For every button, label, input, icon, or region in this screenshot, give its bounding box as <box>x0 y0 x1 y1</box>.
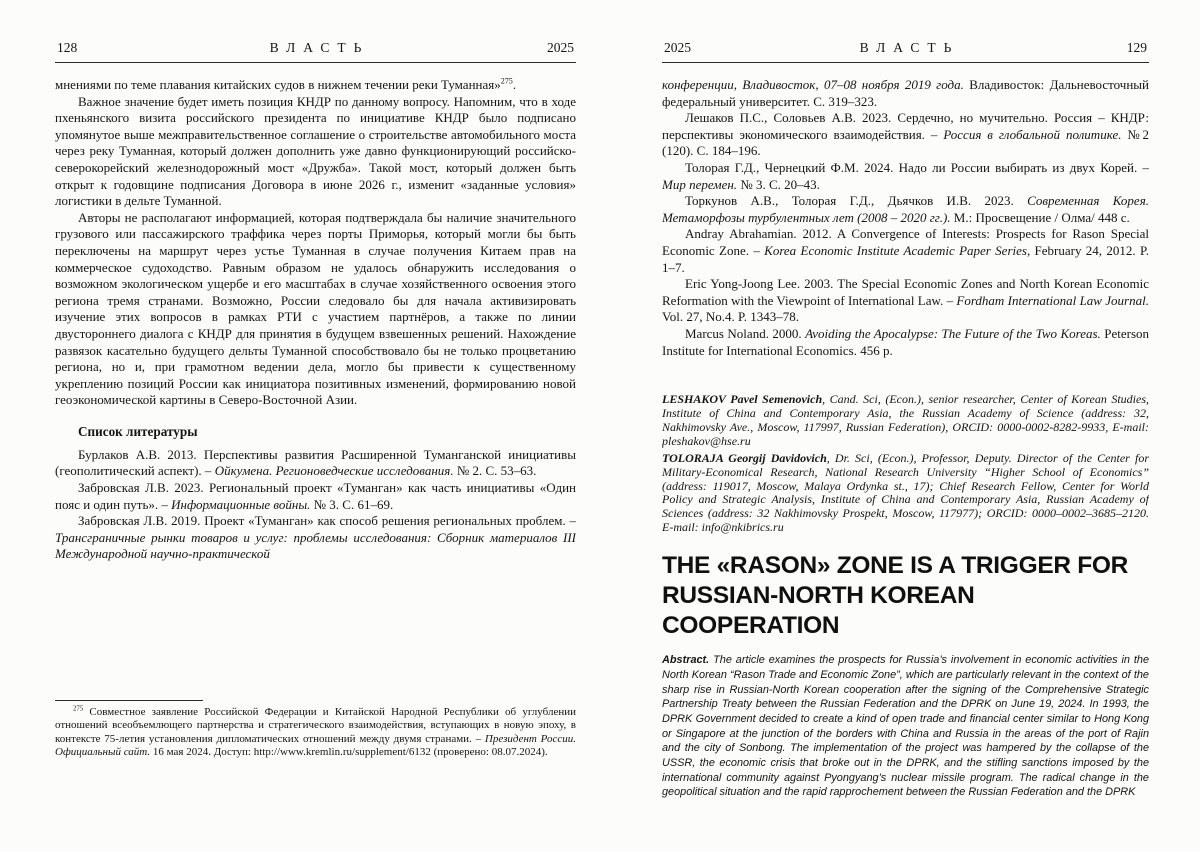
paragraph-continuation: мнениями по теме плавания китайских судов в нижнем течении реки Туманная»$^{275}$. <box>55 77 517 92</box>
footnote-text: $^{275}$ Совместное заявление Российской Федерации и Китайской Народной Республики об углублении отношений всеобъемлющего партнерства и стратегического взаимодействия, вступающих в новую эпоху, в контексте 75-летия установления дипломатических отношений между двумя странами. – Президент России. Официальный сайт. 16 мая 2024. Доступ: http://www.kremlin.ru/supplement/6132 (проверено: 08.07.2024). <box>55 705 576 758</box>
reference-item: Толорая Г.Д., Чернецкий Ф.М. 2024. Надо ли России выбирать из двух Корей. – Мир перемен. № 3. С. 20–43. <box>662 159 1149 192</box>
year-right: 2025 <box>664 40 691 55</box>
article-title: THE «RASON» ZONE IS A TRIGGER FOR RUSSIAN-NORTH KOREAN COOPERATION <box>662 552 1129 640</box>
article-abstract: Abstract. The article examines the prospects for Russia’s involvement in economic activities in the North Korean “Rason Trade and Economic Zone”, which are particularly relevant in the context of the sharp rise in Russian-North Korean cooperation after the signing of the Comprehensive Strategic Partnership Treaty between the Russian Federation and the DPRK on June 19, 2024. In 1993, the DPRK Government decided to create a kind of open trade and financial center similar to Hong Kong or Singapore at the junction of the borders with China and Russia in the areas of the port of Rajin and the city of Sonbong. The implementation of the project was hampered by the collapse of the USSR, the economic crisis that broke out in the DPRK, and the stifling sanctions imposed by the international community against Pyongyang’s nuclear missile program. The radical change in the geopolitical situation and the rapid rapprochement between the Russian Federation and the DPRK <box>662 654 1149 799</box>
header-rule-right <box>662 62 1149 63</box>
author-info: TOLORAJA Georgij Davidovich, Dr. Sci, (Econ.), Professor, Deputy. Director of the Center for Military-Economical Research, National Research University “Higher School of Economics” (address: 119017, Moscow, Malaya Ordynka st., 17); Chief Research Fellow, Center for World Policy and Strategic Analysis, Institute of China and Contemporary Asia, Russian Academy of Sciences (address: 32 Nakhimovsky Prospekt, Moscow, 117977); ORCID: 0000–0002–3685–2120. E-mail: info@nkibrics.ru <box>662 450 1149 535</box>
journal-title-right: ВЛАСТЬ <box>859 40 960 55</box>
reference-item: Лешаков П.С., Соловьев А.В. 2023. Сердечно, но мучительно. Россия – КНДР: перспективы экономического взаимодействия. – Россия в глобальной политике. №2 (120). С. 184–196. <box>662 110 1149 159</box>
paragraph: Авторы не располагают информацией, которая подтверждала бы наличие значительного грузового или пассажирского траффика через порты Приморья, который могли бы быть переключены на маршрут через устье Туманная в случае получения Китаем прав на коммерческое судоходство. Равным образом не удалось обнаружить исследования о возможном экологическом ущербе и его масштабах в случае хозяйственного освоения этого региона тремя странами. Возможно, России следовало бы для начала активизировать изучение этих вопросов в рамках РТИ с участием партнёров, а также по линии двустороннего диалога с КНДР для принятия в будущем взвешенных решений. Нахождение развязок касательно будущего дельты Туманной способствовало бы не только процветанию региона, но и, при грамотном ведении дела, могло бы привести к существенному укреплению позиций России как инициатора позитивных изменений, формированию новой геоэкономической картины в Северо-Восточной Азии. <box>55 209 576 408</box>
reference-item: Eric Yong-Joong Lee. 2003. The Special Economic Zones and North Korean Economic Reformation with the Viewpoint of International Law. – Fordham International Law Journal. Vol. 27, No.4. P. 1343–78. <box>662 276 1149 325</box>
reference-item: Бурлаков А.В. 2013. Перспективы развития Расширенной Туманганской инициативы (геополитический аспект). – Ойкумена. Регионоведческие исследования. № 2. С. 53–63. <box>55 446 576 479</box>
footnote-rule <box>55 700 203 701</box>
year-left: 2025 <box>547 40 574 55</box>
reference-item: Забровская Л.В. 2023. Региональный проект «Туманган» как часть инициативы «Один пояс и один путь». – Информационные войны. № 3. С. 61–69. <box>55 480 576 512</box>
page-left <box>55 40 576 820</box>
header-rule-left <box>55 62 576 63</box>
right-body-text <box>662 77 1149 359</box>
author-info: LESHAKOV Pavel Semenovich, Cand. Sci, (Econ.), senior researcher, Center of Korean Studies, Institute of China and Contemporary Asia, the Russian Academy of Science (address: 32, Nakhimovsky Ave., Moscow, 117997, Russian Federation), ORCID: 0000-0002-8282-9933, E-mail: pleshakov@hse.ru <box>662 392 1149 448</box>
page-header-right <box>662 40 1149 59</box>
page-number-left: 128 <box>57 40 78 55</box>
reference-item: Торкунов А.В., Толорая Г.Д., Дьячков И.В. 2023. Современная Корея. Метаморфозы турбулентных лет (2008 – 2020 гг.). М.: Просвещение / Олма/ 448 с. <box>662 193 1149 225</box>
reference-item: Andray Abrahamian. 2012. A Convergence of Interests: Prospects for Rason Special Economic Zone. – Korea Economic Institute Academic Paper Series, February 24, 2012. P. 1–7. <box>662 226 1149 275</box>
page-right <box>662 40 1149 820</box>
paragraph: Важное значение будет иметь позиция КНДР по данному вопросу. Напомним, что в ходе пхеньянского визита российского президента по инициативе КНДР было подписано упомянутое выше межправительственное соглашение о строительстве автомобильного моста через реку Туманная, который должен дополнить уже давно функционирующий российско-северокорейский железнодорожный мост «Дружба». Такой мост, который должен быть открыт к годовщине подписания Договора в июне 2026 г., изменит «заданные условия» логистики в дельте Туманной. <box>55 93 576 209</box>
references-heading: Список литературы <box>78 423 198 439</box>
footnote <box>55 700 576 759</box>
page-header-left <box>55 40 576 59</box>
author-info-block <box>662 393 1149 535</box>
reference-continuation: конференции, Владивосток, 07–08 ноября 2019 года. Владивосток: Дальневосточный федеральный университет. С. 319–323. <box>662 77 1149 109</box>
page-number-right: 129 <box>1126 40 1147 55</box>
journal-title-left: ВЛАСТЬ <box>269 40 370 55</box>
reference-item: Marcus Noland. 2000. Avoiding the Apocalypse: The Future of the Two Koreas. Peterson Institute for International Economics. 456 p. <box>662 325 1149 358</box>
left-body-text <box>55 77 576 563</box>
reference-item: Забровская Л.В. 2019. Проект «Туманган» как способ решения региональных проблем. – Трансграничные рынки товаров и услуг: проблемы исследования: Сборник материалов III Международной научно-практической <box>55 513 576 562</box>
